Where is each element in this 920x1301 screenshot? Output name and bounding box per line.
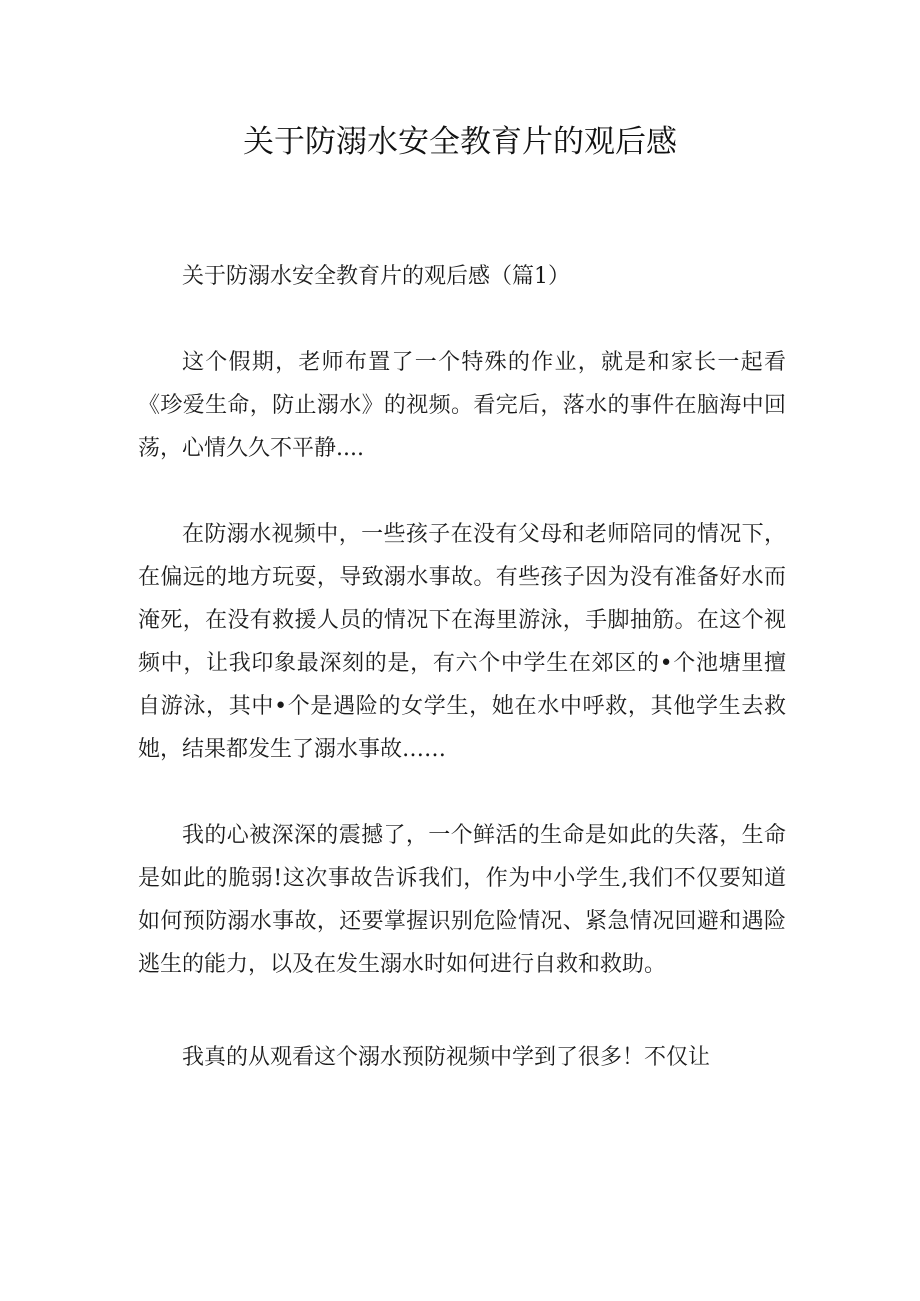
paragraph-1: 这个假期，老师布置了一个特殊的作业，就是和家长一起看《珍爱生命，防止溺水》的视频。看完后，落水的事件在脑海中回荡，心情久久不平静.... [138, 350, 786, 461]
document-title: 关于防溺水安全教育片的观后感 [243, 124, 677, 160]
paragraph-4: 我真的从观看这个溺水预防视频中学到了很多！不仅让 [182, 1045, 711, 1070]
paragraph-2: 在防溺水视频中，一些孩子在没有父母和老师陪同的情况下，在偏远的地方玩耍，导致溺水事故。有些孩子因为没有准备好水而淹死，在没有救援人员的情况下在海里游泳，手脚抽筋。在这个视频中，让我印象最深刻的是，有六个中学生在郊区的•个池塘里擅自游泳，其中•个是遇险的女学生，她在水中呼救，其他学生去救她，结果都发生了溺水事故…… [138, 522, 786, 762]
section-heading: 关于防溺水安全教育片的观后感（篇1） [182, 264, 570, 289]
paragraph-3: 我的心被深深的震撼了，一个鲜活的生命是如此的失落，生命是如此的脆弱!这次事故告诉我们，作为中小学生,我们不仅要知道如何预防溺水事故，还要掌握识别危险情况、紧急情况回避和遇险逃生的能力，以及在发生溺水时如何进行自救和救助。 [138, 823, 786, 977]
